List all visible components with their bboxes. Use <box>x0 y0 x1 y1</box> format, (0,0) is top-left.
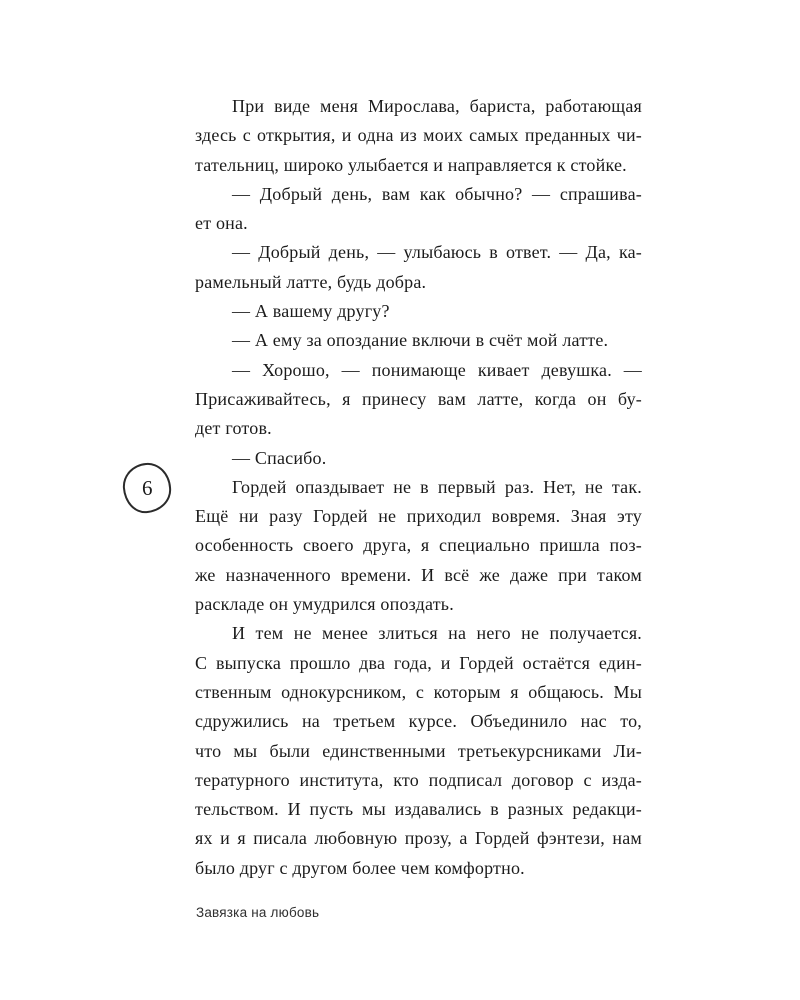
text-line: раскладе он умудрился опоздать. <box>195 594 454 615</box>
text-line: ет она. <box>195 213 248 234</box>
paragraph <box>195 326 642 355</box>
text-line: — Добрый день, — улыбаюсь в ответ. — Да, ка- <box>232 242 642 263</box>
text-line: дет готов. <box>195 418 272 439</box>
paragraph <box>195 92 642 180</box>
running-footer: Завязка на любовь <box>196 905 320 920</box>
text-line: И тем не менее злиться на него не получается. <box>232 623 642 644</box>
text-line: что мы были единственными третьекурсниками Ли- <box>195 740 642 761</box>
text-line: тельством. И пусть мы издавались в разных редакци- <box>195 799 642 820</box>
text-line: — Хорошо, — понимающе кивает девушка. — <box>232 359 642 380</box>
text-line: Ещё ни разу Гордей не приходил вовремя. Зная эту <box>195 506 642 527</box>
paragraph <box>195 444 642 473</box>
page-number: 6 <box>141 475 153 500</box>
paragraph <box>195 473 642 619</box>
text-line: рамельный латте, будь добра. <box>195 271 427 292</box>
text-line: же назначенного времени. И всё же даже при таком <box>195 564 642 585</box>
text-line: ственным однокурсником, с которым я общаюсь. Мы <box>195 681 642 702</box>
text-line: — Добрый день, вам как обычно? — спрашива- <box>232 183 642 204</box>
text-line: При виде меня Мирослава, бариста, работающая <box>232 96 642 116</box>
text-line: сдружились на третьем курсе. Объединило нас то, <box>195 711 642 732</box>
text-line: ях и я писала любовную прозу, а Гордей фэнтези, нам <box>195 828 642 849</box>
paragraph <box>195 619 642 883</box>
text-line: тательниц, широко улыбается и направляется к стойке. <box>195 154 627 175</box>
text-line: — А ему за опоздание включи в счёт мой латте. <box>232 330 609 351</box>
text-line: было друг с другом более чем комфортно. <box>195 857 525 878</box>
page-number-badge <box>121 461 172 514</box>
paragraph <box>195 356 642 444</box>
text-line: особенность своего друга, я специально пришла поз- <box>195 535 642 556</box>
text-line: тературного института, кто подписал договор с изда- <box>195 769 642 790</box>
text-line: — Спасибо. <box>232 447 327 468</box>
text-line: здесь с открытия, и одна из моих самых преданных чи- <box>195 125 642 146</box>
text-line: Гордей опаздывает не в первый раз. Нет, не так. <box>232 476 642 497</box>
paragraph <box>195 180 642 239</box>
body-text <box>195 92 642 883</box>
text-line: Присаживайтесь, я принесу вам латте, когда он бу- <box>195 388 642 409</box>
text-line: — А вашему другу? <box>232 301 390 322</box>
text-line: С выпуска прошло два года, и Гордей остаётся един- <box>195 652 642 673</box>
paragraph <box>195 297 642 326</box>
paragraph <box>195 238 642 297</box>
